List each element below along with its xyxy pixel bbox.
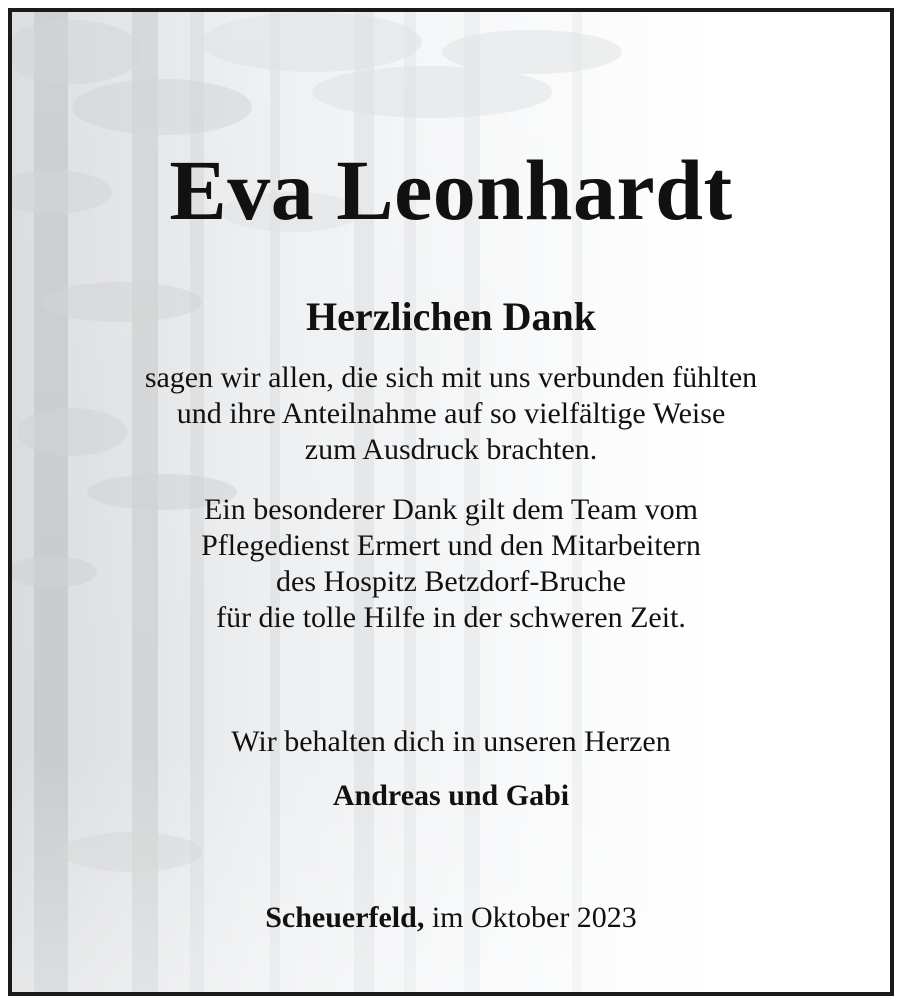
text-line: und ihre Anteilnahme auf so vielfältige Weise: [176, 397, 726, 430]
text-line: des Hospitz Betzdorf-Bruche: [276, 565, 626, 598]
text-line: Pflegedienst Ermert und den Mitarbeitern: [201, 529, 701, 562]
thanks-heading: Herzlichen Dank: [306, 294, 596, 339]
notice-content: [12, 12, 890, 992]
text-line: für die tolle Hilfe in der schweren Zeit.: [216, 601, 686, 634]
thanks-paragraph: [12, 360, 890, 468]
place-and-date: [12, 900, 890, 936]
obituary-notice: [8, 8, 894, 996]
signers: Andreas und Gabi: [332, 779, 570, 812]
special-thanks-paragraph: [12, 492, 890, 636]
date-text: im Oktober 2023: [431, 901, 637, 934]
place-name: Scheuerfeld,: [265, 901, 425, 934]
text-line: Ein besonderer Dank gilt dem Team vom: [204, 493, 698, 526]
text-line: zum Ausdruck brachten.: [304, 433, 598, 466]
closing-line: Wir behalten dich in unseren Herzen: [231, 725, 671, 758]
deceased-name: Eva Leonhardt: [169, 142, 733, 238]
text-line: sagen wir allen, die sich mit uns verbunden fühlten: [144, 361, 758, 394]
